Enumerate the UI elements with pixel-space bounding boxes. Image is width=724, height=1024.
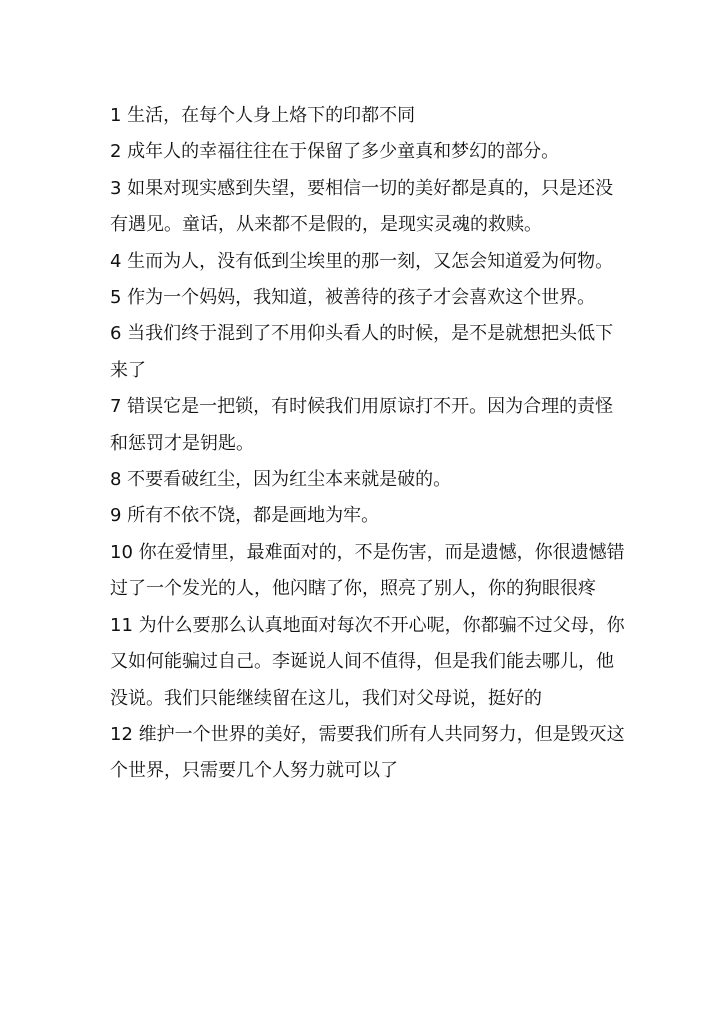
quote-line-5: 5 作为一个妈妈，我知道，被善待的孩子才会喜欢这个世界。: [110, 287, 596, 309]
quote-line-1: 1 生活，在每个人身上烙下的印都不同: [110, 105, 416, 126]
quote-line-3: 3 如果对现实感到失望，要相信一切的美好都是真的，只是还没有遇见。童话，从来都不是假的，是现实灵魂的救赎。: [110, 177, 614, 236]
quote-line-10: 10 你在爱情里，最难面对的，不是伤害，而是遗憾，你很遗憾错过了一个发光的人，他闪瞎了你，照亮了别人，你的狗眼很疼: [110, 541, 625, 600]
quote-line-11: 11 为什么要那么认真地面对每次不开心呢，你都骗不过父母，你又如何能骗过自己。李诞说人间不值得，但是我们能去哪儿，他没说。我们只能继续留在这儿，我们对父母说，挺好的: [110, 614, 625, 709]
quote-list: [110, 98, 630, 790]
quote-line-9: 9 所有不依不饶，都是画地为牢。: [110, 505, 380, 527]
quote-line-4: 4 生而为人，没有低到尘埃里的那一刻，又怎会知道爱为何物。: [110, 250, 614, 272]
quote-line-2: 2 成年人的幸福往往在于保留了多少童真和梦幻的部分。: [110, 141, 560, 163]
quote-line-12: 12 维护一个世界的美好，需要我们所有人共同努力，但是毁灭这个世界，只需要几个人努力就可以了: [110, 723, 625, 782]
quote-line-7: 7 错误它是一把锁，有时候我们用原谅打不开。因为合理的责怪和惩罚才是钥匙。: [110, 396, 614, 454]
quote-line-6: 6 当我们终于混到了不用仰头看人的时候，是不是就想把头低下来了: [110, 323, 614, 381]
quote-line-8: 8 不要看破红尘，因为红尘本来就是破的。: [110, 469, 452, 491]
